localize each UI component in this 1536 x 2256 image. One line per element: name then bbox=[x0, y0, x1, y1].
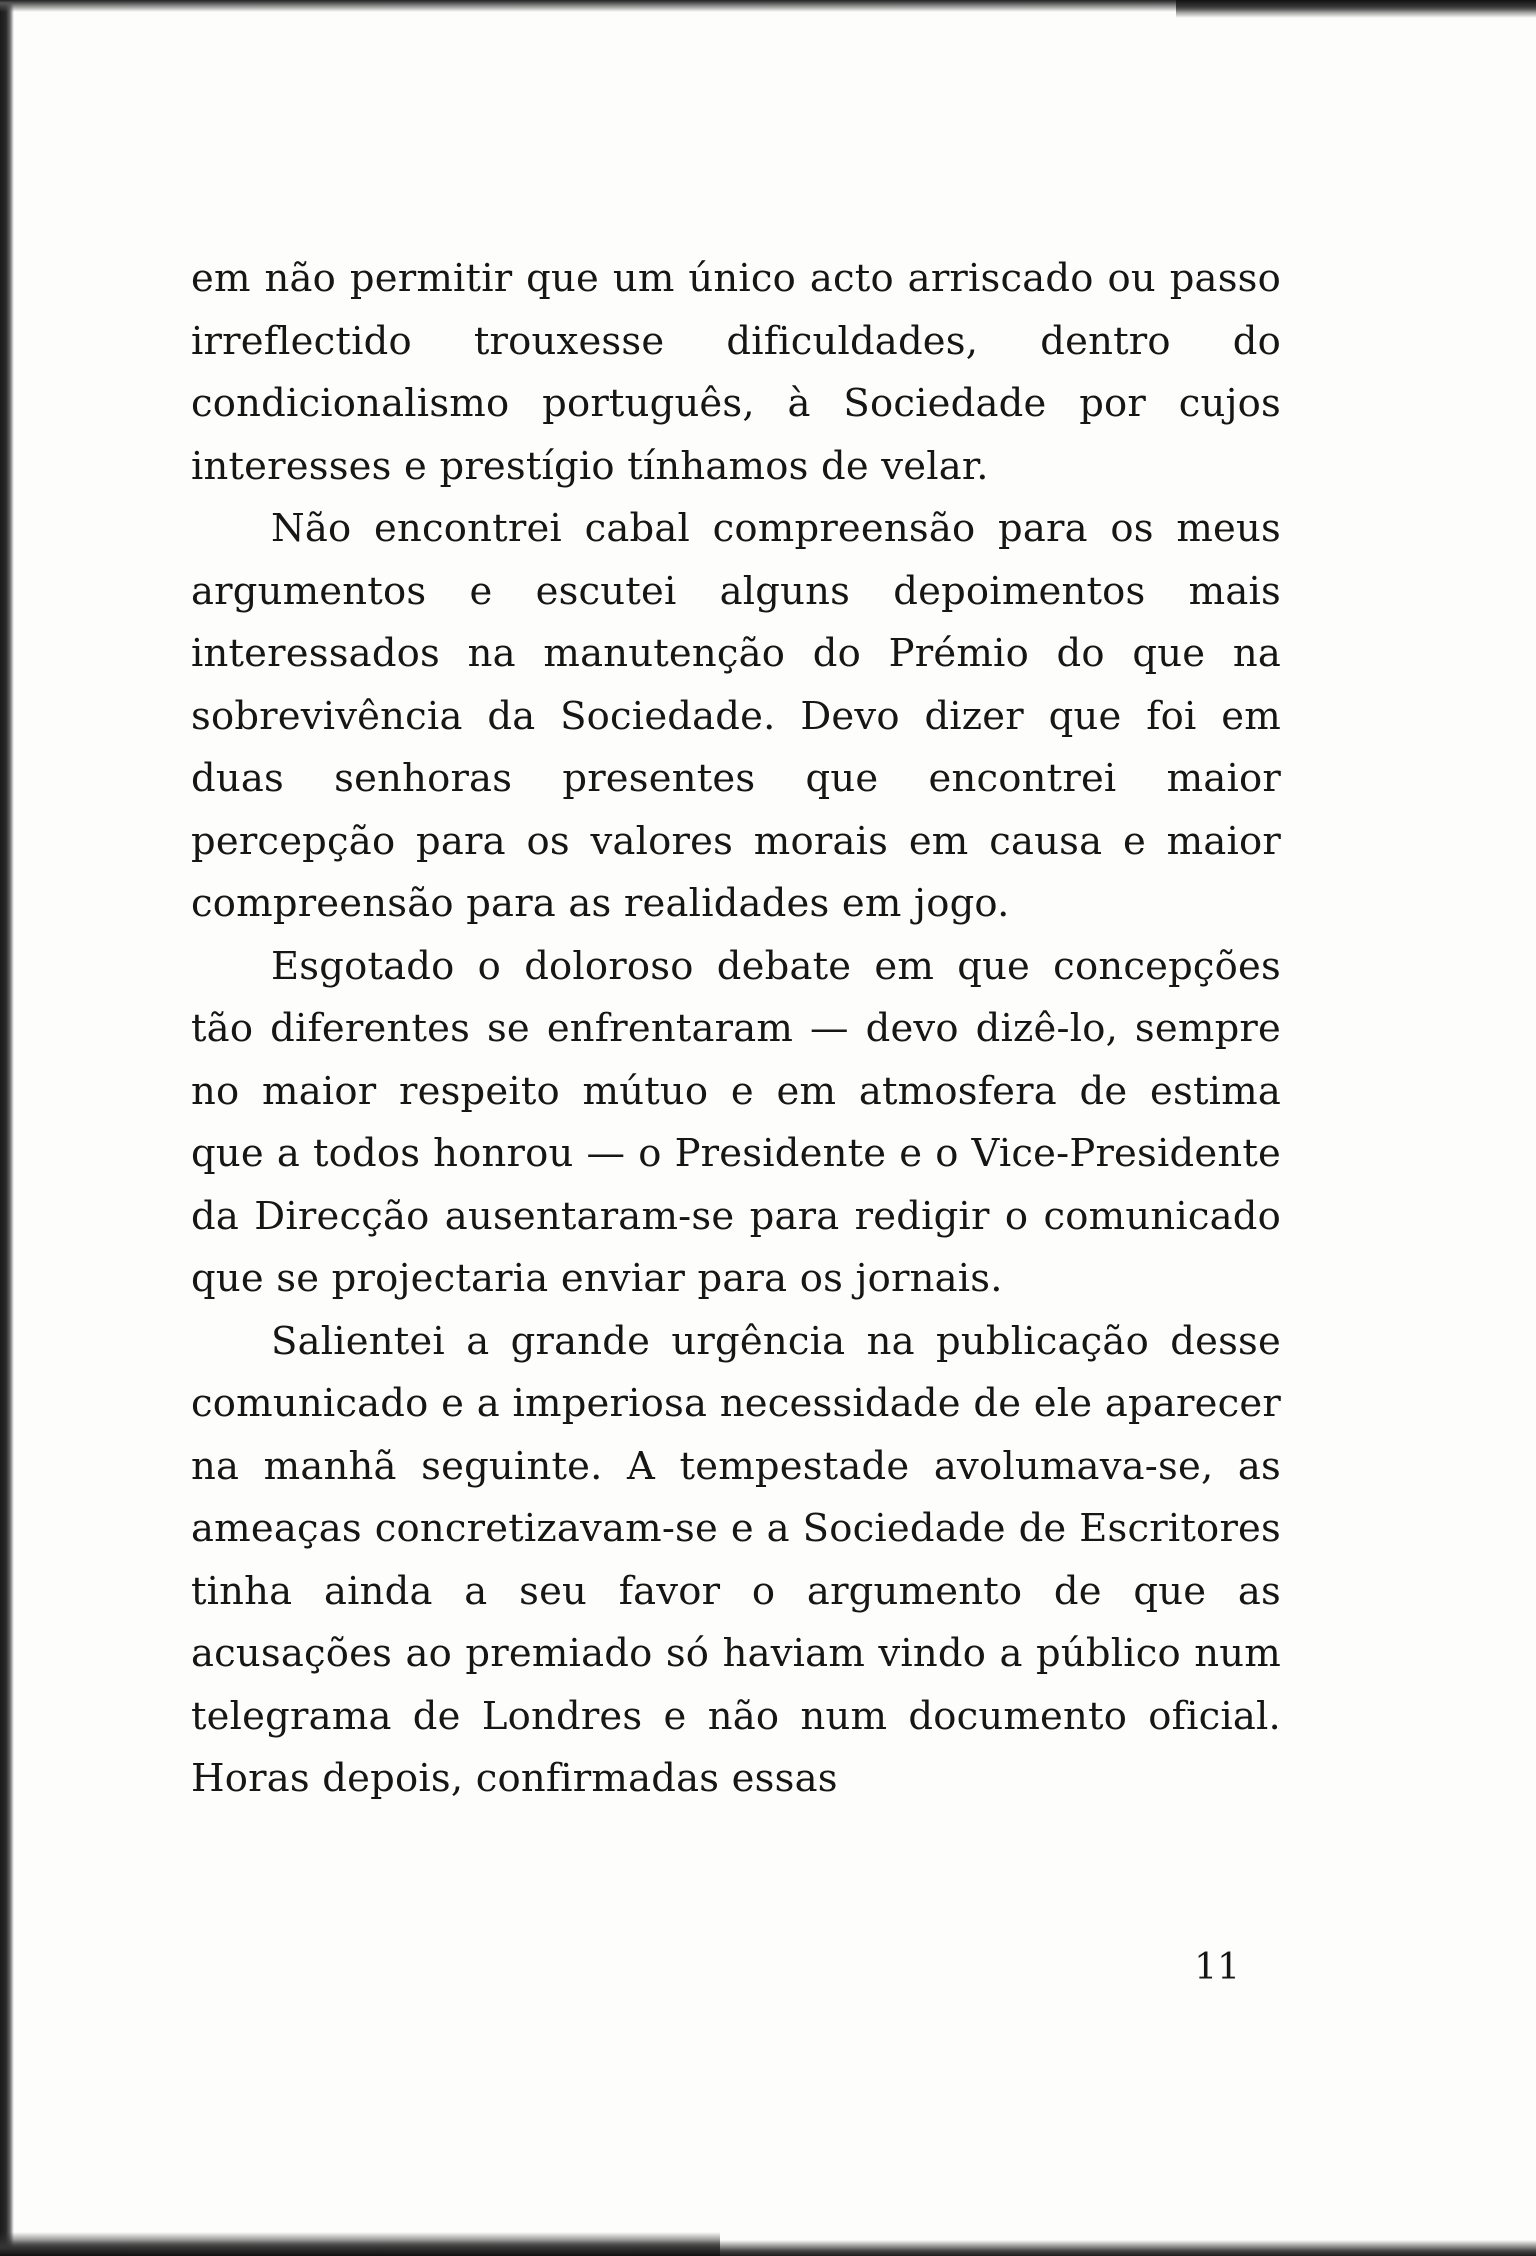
paragraph: Salientei a grande urgência na publicação desse comunicado e a imperiosa necessidade de ele aparecer na manhã seguinte. A tempestade avolumava-se, as ameaças concretizavam-se e a Sociedade de Escritores tinha ainda a seu favor o argumento de que as acusações ao premiado só haviam vindo a público num telegrama de Londres e não num documento oficial. Horas depois, confirmadas essas bbox=[191, 1318, 1281, 1801]
paragraph: Esgotado o doloroso debate em que concepções tão diferentes se enfrentaram — devo dizê-lo, sempre no maior respeito mútuo e em atmosfera de estima que a todos honrou — o Presidente e o Vice-Presidente da Direcção ausentaram-se para redigir o comunicado que se projectaria enviar para os jornais. bbox=[191, 943, 1281, 1301]
scan-edge-left bbox=[0, 0, 14, 2256]
paragraph: Não encontrei cabal compreensão para os meus argumentos e escutei alguns depoimentos mais interessados na manutenção do Prémio do que na sobrevivência da Sociedade. Devo dizer que foi em duas senhoras presentes que encontrei maior percepção para os valores morais em causa e maior compreensão para as realidades em jogo. bbox=[191, 506, 1281, 926]
paragraph-continuation: em não permitir que um único acto arriscado ou passo irreflectido trouxesse dificuldades, dentro do condicionalismo português, à Sociedade por cujos interesses e prestígio tínhamos de velar. bbox=[191, 256, 1281, 489]
page-number: 11 bbox=[1194, 1947, 1240, 1988]
scan-edge-top-right bbox=[1176, 0, 1536, 18]
body-text bbox=[191, 248, 1281, 1811]
scan-edge-bottom-left bbox=[0, 2232, 720, 2256]
